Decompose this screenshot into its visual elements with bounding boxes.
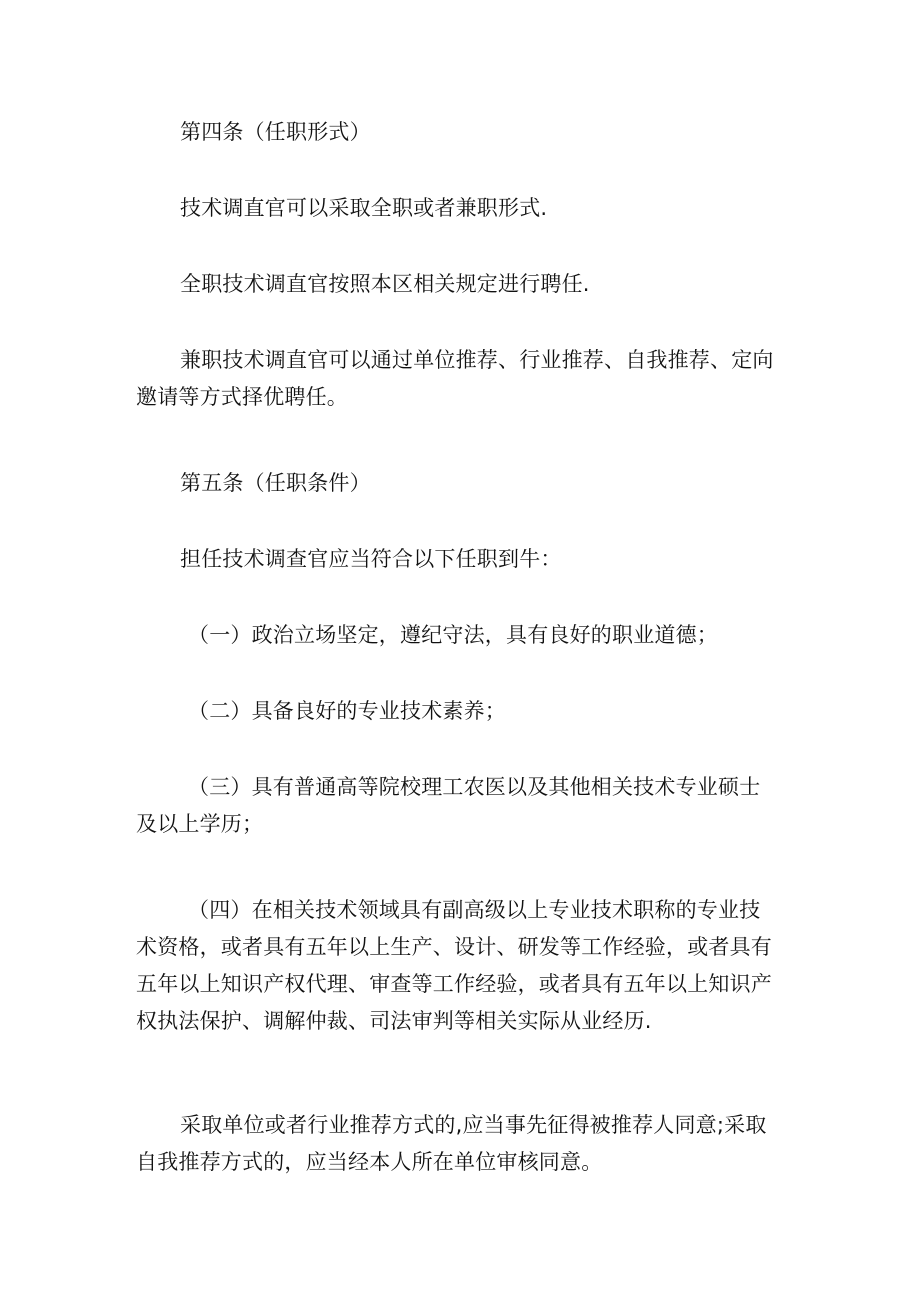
paragraph-full-time: 全职技术调直官按照本区相关规定进行聘任. [180, 272, 590, 296]
paragraph-recommendation-consent: 采取单位或者行业推荐方式的,应当事先征得被推荐人同意;采取自我推荐方式的，应当经本人所在单位审核同意。 [136, 1113, 767, 1174]
condition-item-1: （一）政治立场坚定，遵纪守法，具有良好的职业道德； [188, 623, 718, 647]
condition-item-4: （四）在相关技术领域具有副高级以上专业技术职称的专业技术资格，或者具有五年以上生产、设计、研发等工作经验，或者具有五年以上知识产权代理、审查等工作经验，或者具有五年以上知识产权执法保护、调解仲裁、司法审判等相关实际从业经历. [136, 898, 772, 1033]
article-5-heading: 第五条（任职条件） [180, 471, 371, 495]
paragraph-form-of-appointment: 技术调直官可以采取全职或者兼职形式. [180, 196, 548, 220]
paragraph-conditions-intro: 担任技术调查官应当符合以下任职到牛： [180, 547, 562, 571]
paragraph-part-time: 兼职技术调直官可以通过单位推荐、行业推荐、自我推荐、定向邀请等方式择优聘任。 [136, 348, 774, 409]
condition-item-2: （二）具备良好的专业技术素养； [188, 699, 506, 723]
condition-item-3: （三）具有普通高等院校理工农医以及其他相关技术专业硕士及以上学历； [136, 775, 761, 836]
article-4-heading: 第四条（任职形式） [180, 120, 371, 144]
